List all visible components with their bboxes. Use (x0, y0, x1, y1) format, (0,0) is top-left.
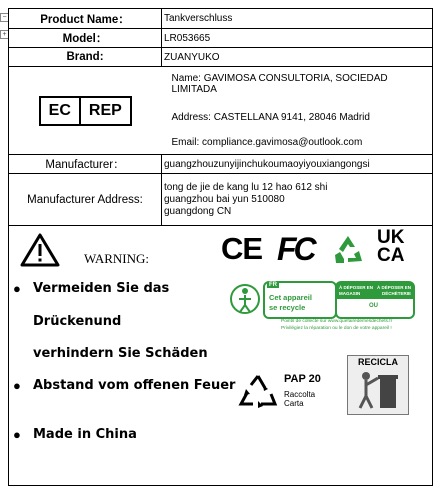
ec-badge-text: EC (48, 101, 71, 119)
rep-badge-text: REP (79, 98, 130, 124)
warning-line-1: Vermeiden Sie das (33, 281, 170, 296)
manufacturer-label: Manufacturer： (9, 155, 162, 174)
ec-rep-address: Address: CASTELLANA 9141, 28046 Madrid (171, 112, 370, 123)
pap20-line2: Carta (284, 399, 304, 408)
pap20-code: PAP 20 (284, 373, 321, 385)
ec-rep-email: Email: compliance.gavimosa@outlook.com (171, 137, 363, 148)
triman-text1: Cet appareil (269, 293, 312, 302)
recicla-text: RECICLA (358, 357, 398, 367)
address-line: guangzhou bai yun 510080 (164, 193, 285, 205)
brand-label: Brand: (9, 48, 162, 67)
triman-icon (229, 281, 261, 317)
recicla-bin-icon (352, 368, 404, 412)
product-name-value: Tankverschluss (162, 9, 433, 29)
triman-ou: OU (369, 303, 378, 309)
ec-rep-cell (9, 67, 162, 155)
warning-line-5: Made in China (33, 427, 137, 442)
bullet-icon: ● (13, 378, 21, 393)
manufacturer-address-label: Manufacturer Address: (9, 174, 162, 226)
product-info-table (8, 8, 433, 226)
triman-text-box (263, 281, 337, 319)
product-name-label: Product Name： (9, 9, 162, 29)
triman-box2: À DÉPOSER EN DÉCHÈTERIE (377, 285, 412, 296)
triman-box1: À DÉPOSER EN MAGASIN (339, 285, 374, 296)
pap20-recycling-icon (237, 372, 279, 412)
ukca-top: UK (377, 227, 405, 248)
bullet-icon: ● (13, 281, 21, 296)
triman-footer2: Privilégiez la réparation ou le don de votre appareil ! (281, 326, 392, 331)
warning-line-4: Abstand vom offenen Feuer (33, 378, 236, 393)
ukca-mark (377, 229, 404, 265)
warning-line-3: verhindern Sie Schäden (33, 346, 208, 361)
pap20-line1: Raccolta (284, 390, 316, 399)
warning-line-2: Drückenund (33, 314, 122, 329)
fc-mark: FC (277, 231, 314, 267)
triman-badge: FR (269, 282, 277, 288)
ec-rep-name: Name: GAVIMOSA CONSULTORIA, SOCIEDAD LIMITADA (171, 73, 388, 95)
address-line: guangdong CN (164, 205, 232, 217)
triman-logo (229, 281, 411, 343)
triman-deposit-header (337, 283, 413, 299)
warning-triangle-icon (20, 233, 60, 267)
recicla-logo (347, 355, 409, 415)
triman-footer1: Points de collecte sur www.quefairedemesdechets.fr (281, 319, 393, 324)
brand-value: ZUANYUKO (162, 48, 433, 67)
bullet-icon: ● (13, 427, 21, 442)
add-row-control-icon[interactable]: + (0, 30, 9, 39)
manufacturer-value: guangzhouzunyijinchukoumaoyiyouxiangongsi (162, 155, 433, 174)
model-label: Model： (9, 29, 162, 48)
model-value: LR053665 (162, 29, 433, 48)
ec-rep-details (162, 67, 433, 155)
triman-deposit-box (335, 281, 415, 319)
ec-rep-badge (39, 96, 132, 126)
collapse-control-icon[interactable]: − (0, 13, 9, 22)
ukca-bottom: CA (377, 245, 405, 266)
triman-text2: se recycle (269, 303, 306, 312)
address-line: tong de jie de kang lu 12 hao 612 shi (164, 181, 328, 193)
warning-title: WARNING: (84, 251, 149, 266)
warning-section (8, 225, 433, 486)
recycling-arrows-icon (331, 233, 365, 267)
manufacturer-address-value (162, 174, 433, 226)
ce-mark: CE (221, 231, 263, 266)
